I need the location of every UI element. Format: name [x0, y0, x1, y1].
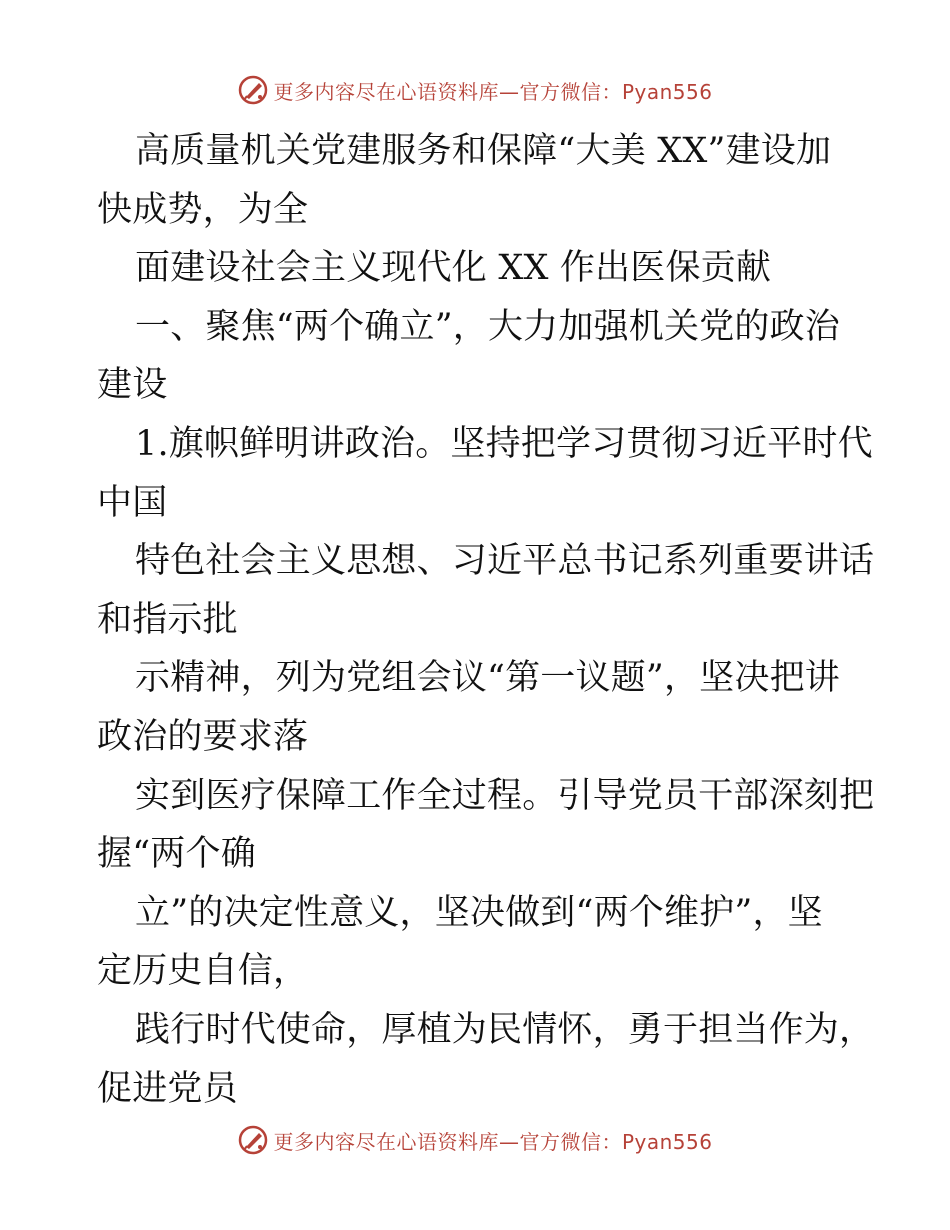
- text-line: 高质量机关党建服务和保障“大美 XX”建设加: [135, 131, 832, 171]
- text-line: 中国: [97, 482, 168, 523]
- text-line: 和指示批: [97, 599, 238, 640]
- text-line: 实到医疗保障工作全过程。引导党员干部深刻把: [135, 775, 875, 816]
- text-line: 特色社会主义思想、习近平总书记系列重要讲话: [135, 541, 875, 582]
- quill-pen-logo-icon: [237, 1124, 269, 1156]
- text-line: 立”的决定性意义，坚决做到“两个维护”，坚: [135, 892, 823, 933]
- section-heading: 一、聚焦“两个确立”，大力加强机关党的政治: [135, 306, 840, 347]
- text-line: 促进党员: [97, 1068, 238, 1109]
- text-line: 快成势，为全: [97, 189, 309, 230]
- document-body: [97, 122, 875, 1118]
- text-line: 定历史自信，: [97, 951, 309, 992]
- text-line: 握“两个确: [97, 834, 256, 875]
- watermark-text: 更多内容尽在心语资料库—官方微信：Pyan556: [273, 79, 713, 104]
- section-heading-continued: 建设: [97, 365, 168, 406]
- quill-pen-logo-icon: [237, 74, 269, 106]
- text-line: 示精神，列为党组会议“第一议题”，坚决把讲: [135, 658, 840, 699]
- text-line: 践行时代使命，厚植为民情怀，勇于担当作为，: [135, 1009, 875, 1050]
- footer-watermark-banner: [0, 1120, 950, 1160]
- text-line: 面建设社会主义现代化 XX 作出医保贡献: [135, 248, 772, 289]
- watermark-text: 更多内容尽在心语资料库—官方微信：Pyan556: [273, 1129, 713, 1154]
- text-line: 1.旗帜鲜明讲政治。坚持把学习贯彻习近平时代: [135, 423, 873, 464]
- text-line: 政治的要求落: [97, 716, 309, 757]
- header-watermark-banner: [0, 70, 950, 110]
